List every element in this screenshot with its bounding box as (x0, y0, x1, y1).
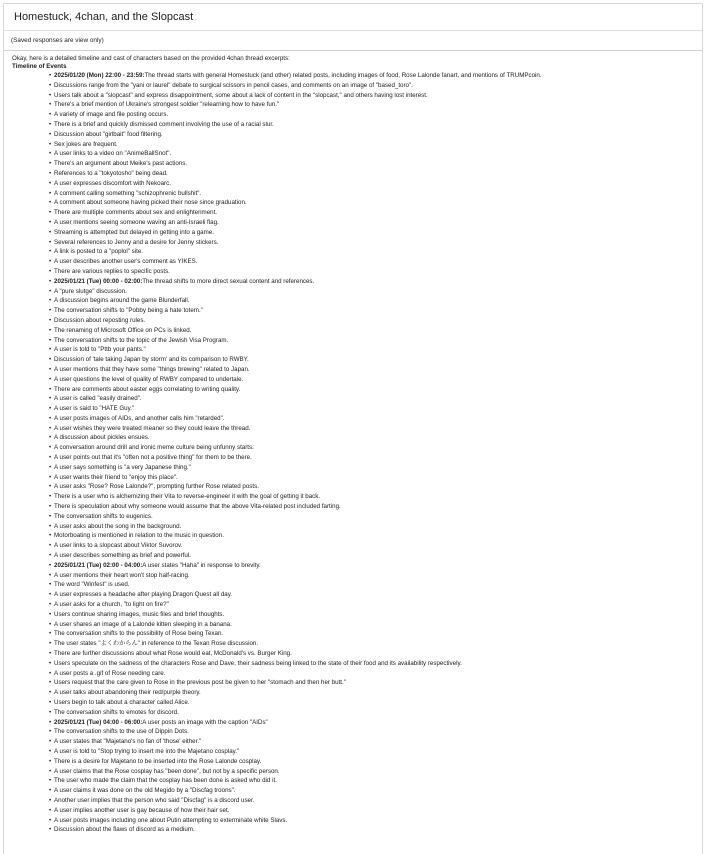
timeline-item (12, 110, 702, 120)
timeline-item-text: The conversation shifts to "Pobby being a hate totem." (54, 307, 203, 315)
timeline-item (12, 649, 702, 659)
timeline-item (12, 551, 702, 561)
timeline-item-text: A user says something is "a very Japanese thing." (54, 463, 191, 471)
timeline-item (12, 198, 702, 208)
timeline-item-text: A user claims that the Rose cosplay has "been done", but not by a specific person. (54, 767, 280, 775)
timeline-item (12, 424, 702, 434)
timeline-item (12, 816, 702, 826)
timeline-item-timestamp: 2025/01/20 (Mon) 22:00 - 23:59: (54, 72, 145, 79)
timeline-item-text: A user mentions their heart won't stop half-racing. (54, 571, 190, 579)
timeline-item-text: A user links to a video on "AnimeBallSnot". (54, 150, 172, 158)
timeline-item-text: A user points out that it's "often not a positive thing" for them to be there. (54, 454, 252, 462)
timeline-item-text: There are further discussions about what Rose would eat, McDonald's vs. Burger King. (54, 650, 292, 658)
timeline-item (12, 277, 702, 287)
timeline-item-text: A discussion about pickles ensues. (54, 434, 150, 442)
timeline-item (12, 81, 702, 91)
timeline-item-text: Users talk about a "slopcast" and express disappointment, some about a lack of content in the "slopcast," and others having lost interest. (54, 91, 428, 99)
timeline-item-text: Users speculate on the sadness of the characters Rose and Dave, their sadness being linked to the state of their food and its availability respectively. (54, 659, 462, 667)
timeline-item (12, 71, 702, 81)
timeline-item (12, 208, 702, 218)
timeline-item-text: A user posts images of AIDs, and another calls him "retarded". (54, 414, 225, 422)
timeline-item (12, 757, 702, 767)
timeline-item (12, 473, 702, 483)
content-divider (4, 50, 702, 51)
timeline-item-text: A user is said to "HATE Guy." (54, 405, 135, 413)
timeline-item-text: A user is told to "Stop trying to insert me into the Majetano cosplay." (54, 747, 240, 755)
timeline-item-text: A user talks about abandoning their red/purple theory. (54, 689, 201, 697)
timeline-item-text: A user states that "Majetano's no fan of 'those' either." (54, 738, 202, 746)
timeline-item-text: The conversation shifts to the topic of the Jewish Visa Program. (54, 336, 229, 344)
timeline-item (12, 120, 702, 130)
timeline-item-text: The renaming of Microsoft Office on PCs is linked. (54, 326, 192, 334)
timeline-heading: Timeline of Events (12, 63, 67, 70)
timeline-item (12, 189, 702, 199)
timeline-item-text: Streaming is attempted but delayed in getting into a game. (54, 228, 214, 236)
timeline-item-text: A user mentions that they have some "things brewing" related to Japan. (54, 365, 250, 373)
timeline-item (12, 806, 702, 816)
timeline-item-text: A discussion begins around the game Blunderfall. (54, 297, 190, 305)
timeline-item-timestamp: 2025/01/21 (Tue) 02:00 - 04:00: (54, 561, 143, 569)
timeline-item-text: A user posts a .gif of Rose needing care. (54, 669, 166, 677)
intro-text: Okay, here is a detailed timeline and cast of characters based on the provided 4chan thread excerpts: (12, 55, 290, 62)
timeline-item-text: The word "Winfest" is used. (54, 581, 130, 589)
timeline-item (12, 620, 702, 630)
timeline-item (12, 257, 702, 267)
timeline-item-text: Another user implies that the person who said "Discfag" is a discord user. (54, 796, 255, 804)
timeline-item-text: Users continue sharing images, music files and brief thoughts. (54, 610, 225, 618)
timeline-item-text: A user posts an image with the caption "AIDs" (142, 718, 268, 726)
timeline-item (12, 404, 702, 414)
timeline-item (12, 316, 702, 326)
timeline-item (12, 639, 702, 649)
timeline-item-text: There's an argument about Meike's past actions. (54, 160, 188, 168)
timeline-item (12, 698, 702, 708)
timeline-item (12, 482, 702, 492)
timeline-item-text: The conversation shifts to eugenics. (54, 512, 153, 520)
timeline-item-text: There is a user who is alchemizing their Vita to reverse-engineer it with the goal of getting it back. (54, 493, 321, 501)
timeline-item (12, 669, 702, 679)
timeline-item (12, 600, 702, 610)
timeline-item-timestamp: 2025/01/21 (Tue) 04:00 - 06:00: (54, 718, 143, 726)
timeline-item (12, 659, 702, 669)
timeline-item-text: A user is told to "Pttb your pants." (54, 346, 146, 354)
timeline-item-text: The conversation shifts to the use of Dippin Dots. (54, 728, 189, 736)
timeline-item (12, 776, 702, 786)
timeline-item-text: A user wants their friend to "enjoy this place". (54, 473, 178, 481)
timeline-item-text: There are various replies to specific posts. (54, 267, 170, 275)
timeline-item (12, 267, 702, 277)
timeline-item-text: A user expresses a headache after playing Dragon Quest all day. (54, 591, 233, 599)
timeline-item-text: There is speculation about why someone would assume that the above Vita-related post included farting. (54, 503, 341, 511)
timeline-item-text: The conversation shifts to emotes for discord. (54, 708, 179, 716)
timeline-item (12, 91, 702, 101)
timeline-item (12, 737, 702, 747)
timeline-item (12, 629, 702, 639)
timeline-item (12, 727, 702, 737)
timeline-item-text: A user posts images including one about Putin attempting to exterminate white Slavs. (54, 816, 288, 824)
timeline-item (12, 708, 702, 718)
timeline-item (12, 414, 702, 424)
timeline-item-text: Discussions range from the "yani or laurel" debate to surgical scissors in pencil cases, and comments on an image of "based_toro". (54, 81, 413, 89)
timeline-item (12, 149, 702, 159)
timeline-item (12, 453, 702, 463)
timeline-item (12, 375, 702, 385)
timeline-item-text: A user wishes they were treated meaner so they could leave the thread. (54, 424, 251, 432)
timeline-list (12, 71, 702, 835)
timeline-item (12, 247, 702, 257)
timeline-item (12, 326, 702, 336)
timeline-item (12, 218, 702, 228)
timeline-item-text: A variety of image and file posting occurs. (54, 111, 169, 119)
timeline-item-text: Users request that the care given to Rose in the previous post be given to her "stomach and then her butt." (54, 679, 346, 687)
timeline-item (12, 747, 702, 757)
timeline-item (12, 228, 702, 238)
timeline-item-text: There are multiple comments about sex and enlightenment. (54, 209, 218, 217)
response-content (12, 55, 702, 835)
timeline-item (12, 590, 702, 600)
timeline-item (12, 179, 702, 189)
timeline-item-text: The thread starts with general Homestuck (and other) related posts, including images of food, Rose Lalonde fanart, and mentions of TRUMPcoin. (144, 72, 542, 79)
timeline-item (12, 610, 702, 620)
timeline-item-text: A user questions the level of quality of RWBY compared to undertale. (54, 375, 244, 383)
timeline-item (12, 825, 702, 835)
timeline-item-text: Discussion about reposting rules. (54, 316, 146, 324)
timeline-item (12, 287, 702, 297)
timeline-item-text: A "pure slutge" discussion. (54, 287, 127, 295)
timeline-item (12, 492, 702, 502)
timeline-item-text: A user expresses discomfort with Nekoarc. (54, 179, 171, 187)
timeline-item-text: A conversation around drill and ironic meme culture being unfunny starts. (54, 444, 254, 452)
timeline-item-text: There is a desire for Majetano to be inserted into the Rose Lalonde cosplay. (54, 757, 262, 765)
timeline-item-text: A user is called "easily drained". (54, 395, 142, 403)
timeline-item-text: References to a "tokyotosho" being dead. (54, 169, 168, 177)
timeline-item-text: The user states "よくわからん" in reference to the Texan Rose discussion. (54, 640, 259, 648)
timeline-item (12, 394, 702, 404)
timeline-item (12, 336, 702, 346)
timeline-item (12, 502, 702, 512)
timeline-item-text: A user shares an image of a Lalonde kitten sleeping in a banana. (54, 620, 232, 628)
timeline-item (12, 365, 702, 375)
timeline-item-text: The thread shifts to more direct sexual content and references. (142, 277, 315, 285)
timeline-item-text: There's a brief mention of Ukraine's strongest soldier "relearning how to have fun." (54, 101, 280, 109)
timeline-item (12, 433, 702, 443)
timeline-item-text: Discussion about "girlbait" food filtering. (54, 130, 163, 138)
timeline-item-text: The conversation shifts to the possibility of Rose being Texan. (54, 630, 224, 638)
timeline-item (12, 296, 702, 306)
timeline-item (12, 355, 702, 365)
timeline-item-text: A user mentions seeing someone waving an anti-Israeli flag. (54, 218, 219, 226)
timeline-item-text: A user links to a slopcast about Viktor Suvorov. (54, 542, 183, 550)
timeline-item-text: A user asks for a church, "to light on fire?" (54, 601, 169, 609)
timeline-item-text: Several references to Jenny and a desire for Jenny stickers. (54, 238, 219, 246)
timeline-item-text: A comment about someone having picked their nose since graduation. (54, 199, 247, 207)
view-only-note: (Saved responses are view only) (11, 37, 104, 44)
timeline-item-text: Users begin to talk about a character called Alice. (54, 699, 190, 706)
timeline-item (12, 786, 702, 796)
timeline-item (12, 718, 702, 728)
timeline-item-text: There are comments about easter eggs correlating to writing quality. (54, 385, 241, 393)
timeline-item (12, 522, 702, 532)
timeline-item (12, 140, 702, 150)
timeline-item (12, 767, 702, 777)
timeline-item-text: The user who made the claim that the cosplay has been done is asked who did it. (54, 777, 277, 785)
timeline-item-text: There is a brief and quickly dismissed comment involving the use of a racial slur. (54, 120, 274, 128)
timeline-item-text: Sex jokes are frequent. (54, 140, 118, 148)
timeline-item (12, 688, 702, 698)
timeline-item (12, 238, 702, 248)
timeline-item (12, 443, 702, 453)
timeline-item (12, 463, 702, 473)
timeline-item-text: A user implies another user is gay because of how their hair set. (54, 806, 230, 814)
page-title: Homestuck, 4chan, and the Slopcast (14, 11, 194, 23)
timeline-item (12, 385, 702, 395)
header-divider (4, 30, 702, 31)
timeline-item-text: A user claims it was done on the old Megido by a "Discfag troons". (54, 787, 236, 795)
timeline-item (12, 130, 702, 140)
timeline-item (12, 541, 702, 551)
timeline-item-text: Discussion of 'tale taking Japan by storm' and its comparison to RWBY. (54, 356, 249, 364)
timeline-item-text: A link is posted to a "poplol" site. (54, 248, 144, 256)
timeline-item (12, 796, 702, 806)
timeline-item (12, 512, 702, 522)
timeline-item (12, 678, 702, 688)
timeline-item (12, 345, 702, 355)
timeline-item (12, 580, 702, 590)
timeline-item-text: A user asks "Rose? Rose Lalonde?", prompting further Rose related posts. (54, 483, 259, 491)
timeline-item-text: A comment calling something "schizophrenic bullshit". (54, 189, 202, 197)
timeline-item (12, 100, 702, 110)
timeline-item (12, 159, 702, 169)
timeline-item (12, 571, 702, 581)
timeline-item (12, 169, 702, 179)
timeline-item-text: Discussion about the flaws of discord as a medium. (54, 826, 195, 834)
timeline-item-text: A user describes another user's comment as YIKES. (54, 258, 198, 266)
timeline-item-timestamp: 2025/01/21 (Tue) 00:00 - 02:00: (54, 277, 143, 285)
timeline-item (12, 561, 702, 571)
timeline-item (12, 306, 702, 316)
timeline-item-text: A user asks about the song in the background. (54, 522, 182, 530)
timeline-item-text: A user describes something as brief and powerful. (54, 552, 191, 560)
timeline-item-text: A user states "Haha" in response to brevity. (142, 561, 261, 569)
timeline-item (12, 531, 702, 541)
timeline-item-text: Motorboating is mentioned in relation to the music in question. (54, 532, 224, 540)
